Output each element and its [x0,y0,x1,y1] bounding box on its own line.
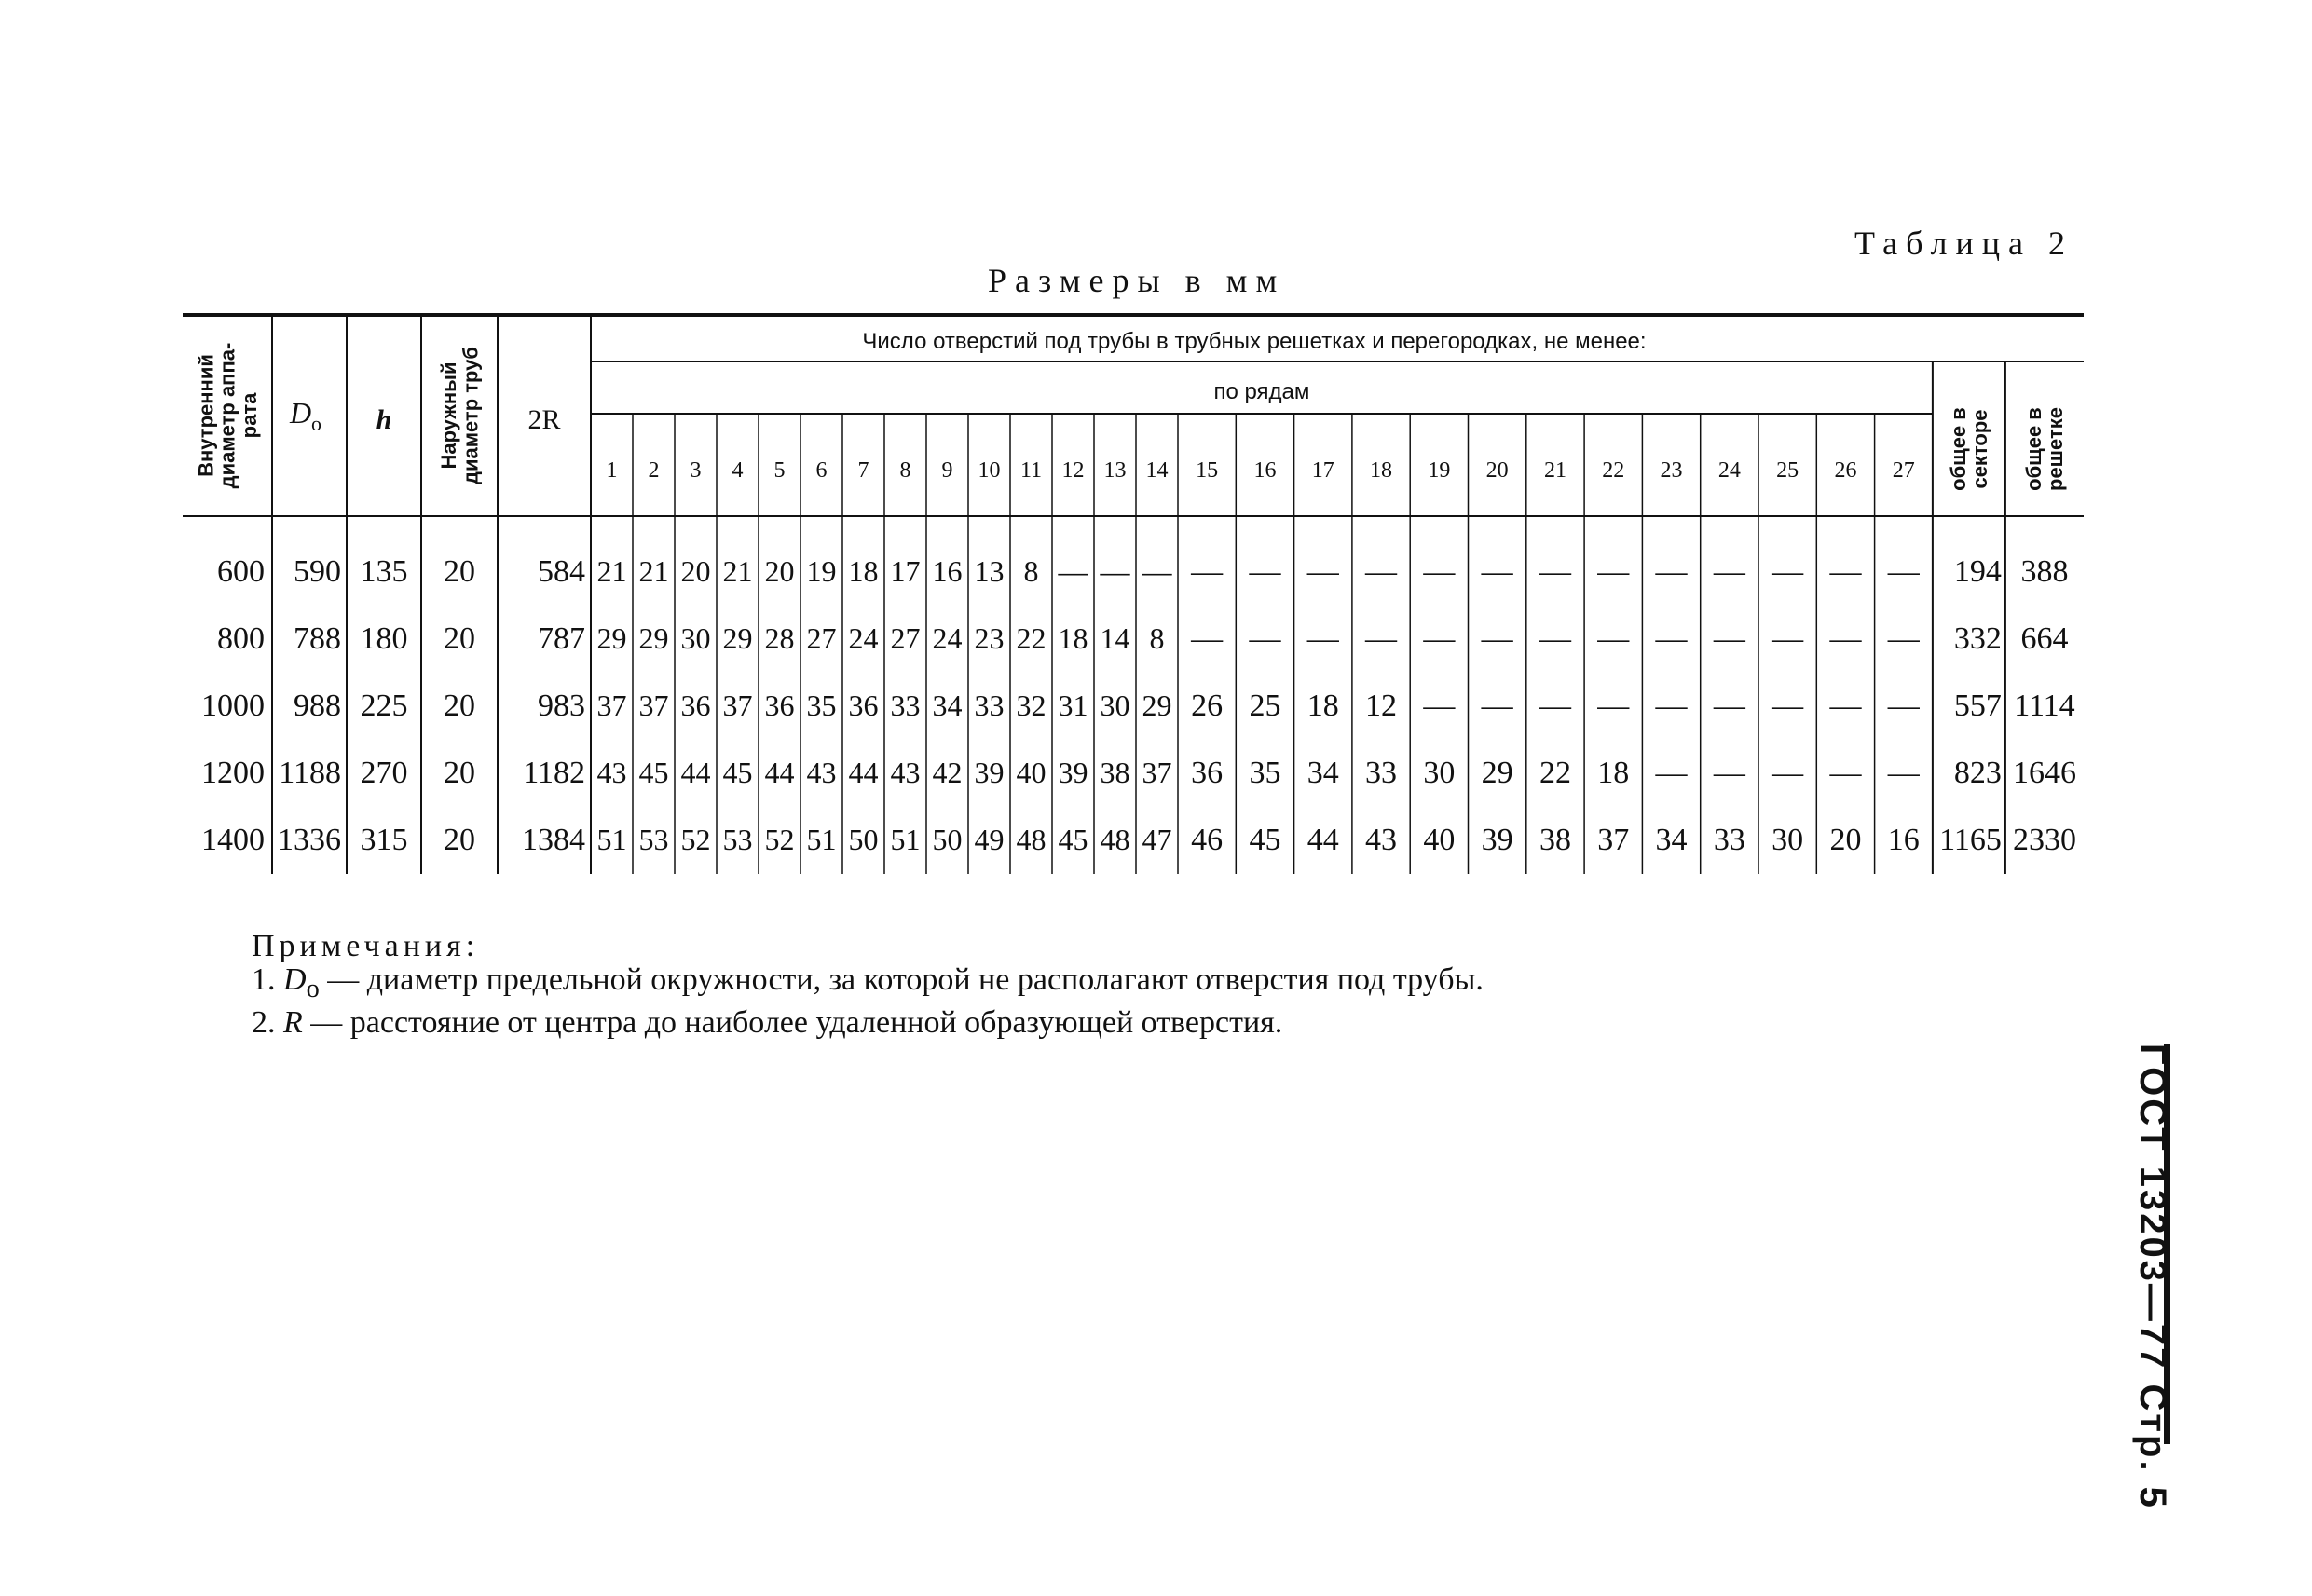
cell-row-count: 40 [1423,823,1456,857]
cell-row-count: 14 [1100,621,1130,655]
cell-h: 135 [360,554,408,589]
cell-row-count: 38 [1100,756,1130,789]
cell-row-count: 43 [1365,823,1398,857]
hdr-inner-diameter-line-2: диаметр аппа- [215,342,239,489]
cell-row-count: 35 [1249,756,1281,790]
cell-row-count: 24 [932,621,963,655]
cell-row-count: — [1365,554,1398,589]
hdr-inner-diameter-line-3: рата [237,392,261,439]
cell-two-r: 1182 [523,756,585,790]
cell-row-count: 16 [932,554,963,588]
cell-diameter: 800 [217,621,265,656]
hdr-total-grid-line-2: решетке [2044,407,2068,491]
cell-row-count: 45 [1249,823,1281,857]
units-title: Размеры в мм [988,262,1286,299]
cell-row-count: 45 [1058,823,1088,856]
cell-tube: 20 [444,554,475,589]
cell-row-count: 48 [1016,823,1047,856]
cell-row-count: — [1829,554,1862,589]
cell-row-count: 43 [806,756,837,789]
cell-row-count: — [1142,554,1172,588]
hdr-row-number-16: 16 [1253,458,1277,483]
cell-row-count: — [1772,756,1804,790]
cell-row-count: 43 [596,756,627,789]
hdr-row-number-11: 11 [1019,458,1043,483]
cell-h: 270 [360,756,408,790]
cell-row-count: 36 [764,689,795,722]
hdr-total-sector-line-1: общее в [1947,407,1971,491]
hdr-row-number-24: 24 [1717,458,1741,483]
cell-row-count: 30 [1100,689,1130,722]
cell-row-count: 34 [1655,823,1688,857]
cell-row-count: 36 [680,689,711,722]
cell-row-count: 48 [1100,823,1130,856]
cell-row-count: — [1539,689,1571,723]
cell-row-count: — [1597,554,1630,589]
cell-row-count: 20 [764,554,795,588]
cell-row-count: — [1772,621,1804,656]
cell-row-count: 51 [806,823,837,856]
cell-row-count: 44 [764,756,795,789]
hdr-row-number-5: 5 [773,458,786,483]
cell-row-count: 30 [680,621,711,655]
cell-total-sector: 823 [1953,756,2002,790]
cell-row-count: — [1829,689,1862,723]
cell-row-count: — [1191,554,1224,589]
cell-row-count: — [1249,621,1281,656]
cell-row-count: 19 [806,554,837,588]
cell-row-count: 45 [722,756,753,789]
hdr-row-number-6: 6 [815,458,828,483]
cell-row-count: — [1772,554,1804,589]
cell-row-count: — [1423,621,1456,656]
cell-do: 1336 [278,823,341,857]
hdr-row-number-3: 3 [690,458,702,483]
cell-row-count: 46 [1191,823,1224,857]
cell-row-count: 43 [890,756,921,789]
cell-row-count: 42 [932,756,963,789]
cell-two-r: 584 [538,554,585,589]
hdr-two-r: 2R [527,404,561,435]
cell-row-count: 31 [1058,689,1088,722]
cell-row-count: 34 [1306,756,1339,790]
cell-two-r: 1384 [522,823,585,857]
cell-total-grid: 2330 [2012,823,2076,857]
cell-row-count: 53 [638,823,669,856]
cell-row-count: — [1829,621,1862,656]
cell-row-count: 8 [1149,621,1165,655]
cell-diameter: 600 [217,554,265,589]
hdr-total-sector-line-2: секторе [1968,409,1992,489]
cell-row-count: 22 [1016,621,1047,655]
hdr-tube-diameter-line-1: Наружный [437,361,461,470]
cell-row-count: — [1655,756,1688,790]
cell-row-count: 34 [932,689,963,722]
cell-row-count: 45 [638,756,669,789]
cell-diameter: 1200 [201,756,265,790]
cell-total-sector: 194 [1953,554,2002,589]
cell-do: 988 [294,689,341,723]
cell-row-count: 18 [1058,621,1088,655]
cell-row-count: 50 [848,823,879,856]
cell-row-count: 37 [722,689,753,722]
hdr-row-number-9: 9 [941,458,953,483]
hdr-row-number-12: 12 [1061,458,1085,483]
hdr-rows-group: по рядам [1213,379,1310,404]
cell-row-count: 44 [848,756,879,789]
cell-row-count: — [1481,554,1513,589]
hdr-row-number-20: 20 [1485,458,1509,483]
cell-row-count: 38 [1539,823,1571,857]
cell-row-count: 40 [1016,756,1047,789]
hdr-row-number-13: 13 [1103,458,1127,483]
hdr-row-number-21: 21 [1543,458,1566,483]
cell-row-count: 33 [1713,823,1745,857]
cell-row-count: — [1713,756,1745,790]
hdr-row-number-10: 10 [978,458,1001,483]
note-2-text: — расстояние от центра до наиболее удаленной образующей отверстия. [302,1004,1283,1040]
cell-row-count: 29 [722,621,753,655]
note-2 [252,1006,1484,1040]
hdr-row-number-23: 23 [1660,458,1683,483]
cell-row-count: — [1100,554,1130,588]
cell-row-count: 52 [764,823,795,856]
cell-total-grid: 1114 [2014,689,2075,723]
hdr-row-number-15: 15 [1196,458,1219,483]
cell-row-count: — [1306,621,1339,656]
cell-row-count: 18 [1306,689,1339,723]
cell-row-count: 33 [890,689,921,722]
cell-row-count: 51 [596,823,627,856]
cell-row-count: 39 [1481,823,1513,857]
cell-row-count: 27 [890,621,921,655]
cell-row-count: — [1058,554,1088,588]
cell-do: 1188 [279,756,341,790]
cell-row-count: 20 [680,554,711,588]
table-grid [183,313,2084,893]
table-caption: Таблица 2 [1854,225,2073,262]
cell-row-count: 32 [1016,689,1047,722]
cell-row-count: — [1423,554,1456,589]
cell-row-count: 13 [974,554,1005,588]
cell-row-count: — [1713,689,1745,723]
cell-row-count: — [1481,689,1513,723]
cell-row-count: 28 [764,621,795,655]
cell-row-count: 51 [890,823,921,856]
cell-tube: 20 [444,621,475,656]
cell-row-count: — [1713,621,1745,656]
cell-total-grid: 1646 [2012,756,2076,790]
hdr-row-number-2: 2 [648,458,660,483]
side-stamp [2117,1044,2175,1510]
cell-row-count: — [1481,621,1513,656]
cell-tube: 20 [444,689,475,723]
cell-row-count: 26 [1191,689,1224,723]
cell-row-count: 18 [1597,756,1630,790]
cell-row-count: 24 [848,621,879,655]
cell-row-count: 52 [680,823,711,856]
cell-do: 590 [294,554,341,589]
cell-tube: 20 [444,823,475,857]
cell-h: 225 [360,689,408,723]
cell-row-count: — [1365,621,1398,656]
cell-do: 788 [294,621,341,656]
cell-row-count: 49 [974,823,1005,856]
cell-row-count: — [1306,554,1339,589]
cell-row-count: — [1655,621,1688,656]
hdr-h: h [376,404,392,435]
cell-row-count: 8 [1023,554,1039,588]
cell-row-count: — [1539,621,1571,656]
cell-row-count: — [1887,621,1920,656]
cell-row-count: — [1539,554,1571,589]
note-1-number: 1. [252,962,276,997]
notes [252,930,1484,1040]
hdr-row-number-26: 26 [1834,458,1857,483]
cell-row-count: 21 [722,554,753,588]
cell-row-count: 30 [1772,823,1804,857]
hdr-row-number-18: 18 [1370,458,1393,483]
cell-total-sector: 332 [1953,621,2002,656]
cell-h: 315 [360,823,408,857]
cell-row-count: 18 [848,554,879,588]
cell-row-count: 33 [974,689,1005,722]
cell-row-count: 47 [1142,823,1172,856]
cell-row-count: 37 [596,689,627,722]
hdr-row-number-25: 25 [1776,458,1799,483]
cell-row-count: — [1713,554,1745,589]
cell-row-count: 29 [1481,756,1513,790]
cell-row-count: — [1249,554,1281,589]
hdr-row-number-19: 19 [1428,458,1451,483]
cell-two-r: 983 [538,689,585,723]
cell-h: 180 [360,621,408,656]
cell-row-count: 25 [1249,689,1281,723]
note-1 [252,963,1484,1006]
cell-total-grid: 664 [2020,621,2069,656]
cell-row-count: 12 [1365,689,1398,723]
cell-total-sector: 557 [1953,689,2002,723]
note-1-subscript: о [306,974,320,1003]
hdr-row-number-17: 17 [1311,458,1334,483]
notes-heading: Примечания: [252,929,480,963]
hdr-row-number-27: 27 [1892,458,1915,483]
cell-row-count: 29 [1142,689,1172,722]
cell-row-count: — [1655,689,1688,723]
hdr-row-number-22: 22 [1602,458,1625,483]
cell-row-count: 39 [1058,756,1088,789]
cell-row-count: 29 [596,621,627,655]
cell-row-count: — [1655,554,1688,589]
cell-row-count: 21 [596,554,627,588]
cell-tube: 20 [444,756,475,790]
cell-diameter: 1000 [201,689,265,723]
note-2-number: 2. [252,1004,276,1040]
hdr-holes-group: Число отверстий под трубы в трубных решетках и перегородках, не менее: [862,329,1647,354]
cell-row-count: 37 [1597,823,1630,857]
cell-row-count: 22 [1539,756,1571,790]
hdr-row-number-8: 8 [899,458,911,483]
cell-row-count: 44 [1306,823,1339,857]
hdr-row-number-14: 14 [1145,458,1169,483]
cell-row-count: 53 [722,823,753,856]
cell-row-count: — [1887,689,1920,723]
cell-two-r: 787 [538,621,585,656]
hdr-row-number-4: 4 [732,458,744,483]
cell-row-count: — [1887,554,1920,589]
cell-row-count: 33 [1365,756,1398,790]
cell-row-count: — [1887,756,1920,790]
cell-total-grid: 388 [2020,554,2069,589]
cell-total-sector: 1165 [1939,823,2002,857]
cell-row-count: 21 [638,554,669,588]
cell-row-count: — [1597,621,1630,656]
hdr-row-number-7: 7 [857,458,869,483]
hdr-do: $D_о$ [289,396,322,435]
hdr-inner-diameter-line-1: Внутренний [194,354,218,477]
cell-row-count: 16 [1887,823,1920,857]
cell-row-count: — [1772,689,1804,723]
cell-row-count: 37 [1142,756,1172,789]
cell-row-count: — [1829,756,1862,790]
cell-row-count: 36 [848,689,879,722]
cell-row-count: 20 [1829,823,1862,857]
note-1-symbol: D [283,962,307,997]
cell-row-count: — [1423,689,1456,723]
note-2-symbol: R [283,1004,303,1040]
hdr-total-grid-line-1: общее в [2022,407,2046,491]
hdr-row-number-1: 1 [606,458,618,483]
cell-row-count: 23 [974,621,1005,655]
cell-row-count: 30 [1423,756,1456,790]
cell-diameter: 1400 [201,823,265,857]
data-table [183,313,2084,893]
hdr-tube-diameter-line-2: диаметр труб [458,346,483,485]
cell-row-count: 36 [1191,756,1224,790]
cell-row-count: 27 [806,621,837,655]
cell-row-count: 35 [806,689,837,722]
cell-row-count: 39 [974,756,1005,789]
stamp-text: ГОСТ 13203—77 Стр. 5 [2132,1044,2173,1510]
note-1-text: — диаметр предельной окружности, за которой не располагают отверстия под трубы. [319,962,1484,997]
cell-row-count: 44 [680,756,711,789]
cell-row-count: — [1597,689,1630,723]
cell-row-count: — [1191,621,1224,656]
cell-row-count: 50 [932,823,963,856]
cell-row-count: 29 [638,621,669,655]
cell-row-count: 37 [638,689,669,722]
cell-row-count: 17 [890,554,921,588]
